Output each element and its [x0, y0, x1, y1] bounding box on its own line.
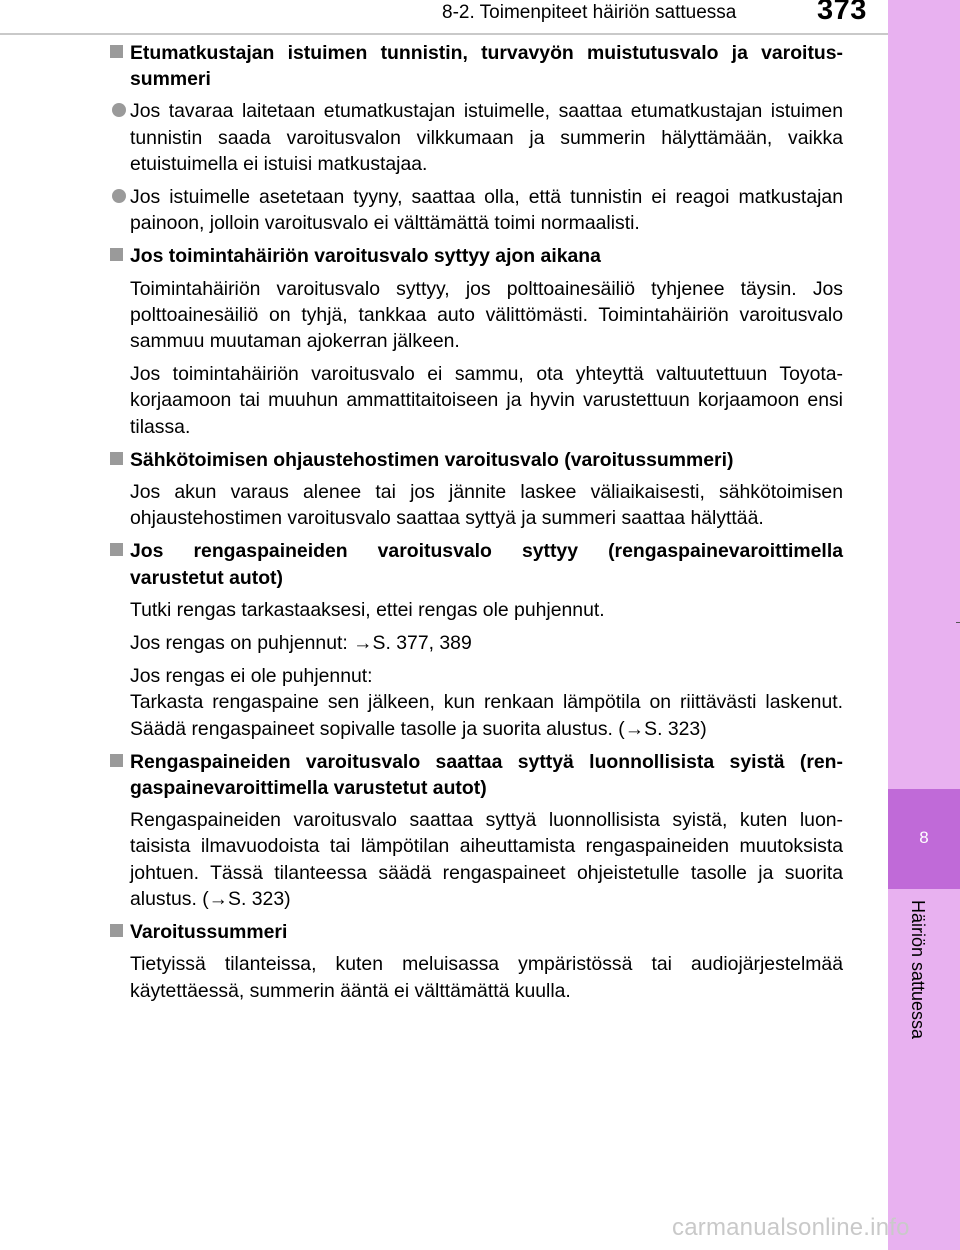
paragraph: Jos akun varaus alenee tai jos jännite laskee väliaikaisesti, sähkötoimisen ohjaustehostimen varoitusvalo saattaa syttyä ja summeri saattaa hälyttää. [130, 481, 843, 530]
paragraph: Toimintahäiriön varoitusvalo syttyy, jos polttoainesäiliö tyhjenee täysin. Jos polttoainesäiliö on tyhjä, tankkaa auto välittömästi. Toimintahäiriön varoitusvalo sammuu muutaman ajokerran jälkeen. [130, 277, 843, 353]
section-power-steering [110, 447, 843, 532]
list-item-text: Jos tavaraa laitetaan etumatkustajan istuimelle, saattaa etumatkustajan istuimen tunnistin saada varoitusvalon vilkkumaan ja summerin hälyttämään, vaikka etuistuimella ei istuisi matkustajaa. [130, 100, 843, 175]
round-bullet-icon [112, 103, 126, 117]
section-malfunction-light [110, 243, 843, 439]
heading-text: Rengaspaineiden varoitusvalo saattaa syttyä luonnollisista syistä (rengaspainevaroittimella varustetut autot) [130, 750, 843, 800]
chapter-number: 8 [919, 828, 929, 847]
paragraph: Tutki rengas tarkastaaksesi, ettei rengas ole puhjennut. [130, 598, 605, 621]
heading-text: Jos toimintahäiriön varoitusvalo syttyy ajon aikana [130, 245, 601, 268]
heading-text: Sähkötoimisen ohjaustehostimen varoitusvalo (varoitussummeri) [130, 448, 734, 471]
section-heading [110, 538, 843, 590]
list-item [110, 184, 843, 236]
header-divider [0, 33, 888, 35]
section-seat-sensor [110, 40, 843, 236]
section-heading [110, 919, 843, 945]
chapter-label: Häiriön sattuessa [908, 900, 928, 1040]
section-warning-buzzer [110, 919, 843, 1004]
square-bullet-icon [110, 543, 123, 556]
square-bullet-icon [110, 924, 123, 937]
section-heading [110, 447, 843, 473]
heading-text: Jos rengaspaineiden varoitusvalo syttyy (rengaspainevaroittimella varustetut autot) [130, 540, 843, 589]
page-body [110, 40, 843, 1011]
section-heading [110, 243, 843, 269]
square-bullet-icon [110, 45, 123, 58]
chapter-side-band [888, 0, 960, 1250]
paragraph: Rengaspaineiden varoitusvalo saattaa syttyä luonnollisista syistä, kuten luontaisista ilmavuodoista tai lämpötilan aiheuttamista rengaspaineiden muutoksista johtuen. Tässä tilanteessa säädä rengaspaineet ohjeistetulle tasolle ja suorita alustus. (→S. 323) [130, 809, 843, 910]
square-bullet-icon [110, 452, 123, 465]
paragraph: Jos toimintahäiriön varoitusvalo ei sammu, ota yhteyttä valtuutettuun Toyota-korjaamoon tai muuhun ammattitaitoiseen ja hyvin varustettuun korjaamoon ensi tilassa. [130, 363, 843, 438]
section-header-title: 8-2. Toimenpiteet häiriön sattuessa [442, 2, 737, 23]
page-number: 373 [817, 0, 867, 26]
section-heading [110, 40, 843, 92]
list-item-text: Jos istuimelle asetetaan tyyny, saattaa olla, että tunnistin ei reagoi matkustajan painoon, jolloin varoitusvalo ei välttämättä toimi normaalisti. [130, 186, 843, 235]
section-heading [110, 749, 843, 801]
paragraph: Tietyissä tilanteissa, kuten meluisassa ympäristössä tai audiojärjestelmää käytettäessä, summerin ääntä ei välttämättä kuulla. [130, 953, 843, 1002]
section-tire-pressure-light [110, 538, 843, 741]
watermark: carmanualsonline.info [672, 1214, 910, 1241]
square-bullet-icon [110, 248, 123, 261]
heading-text: Etumatkustajan istuimen tunnistin, turvavyön muistutusvalo ja varoitussummeri [130, 42, 843, 91]
paragraph: Jos rengas ei ole puhjennut: Tarkasta rengaspaine sen jälkeen, kun renkaan lämpötila on riittävästi laskenut. Säädä rengaspaineet sopivalle tasolle ja suorita alustus. (→S. 323) [130, 665, 843, 740]
section-tire-pressure-natural [110, 749, 843, 912]
list-item [110, 98, 843, 177]
paragraph: Jos rengas on puhjennut: →S. 377, 389 [130, 632, 472, 655]
square-bullet-icon [110, 754, 123, 767]
heading-text: Varoitussummeri [130, 921, 288, 944]
edge-mark [956, 622, 960, 623]
round-bullet-icon [112, 189, 126, 203]
